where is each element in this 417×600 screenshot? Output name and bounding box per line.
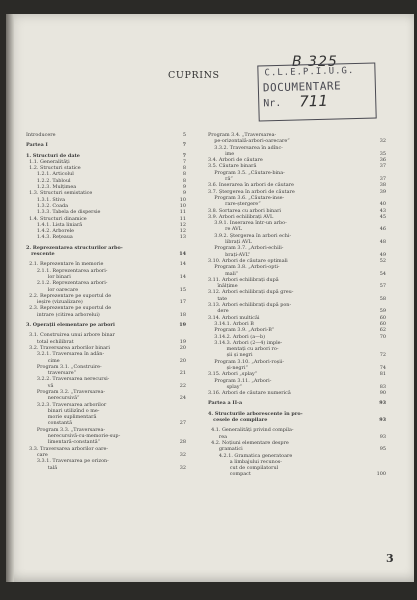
toc-entry-page: 21 (179, 370, 186, 377)
toc-entry-title: 3.6. Inserarea în arbori de căutare (208, 182, 294, 189)
toc-entry-title: 3.3.1. Traversarea pe orizon- (26, 458, 109, 465)
toc-entry-title: brați-AVL” (208, 251, 251, 258)
toc-entry-title: și-negri” (208, 364, 248, 371)
toc-entry-page: 57 (379, 283, 386, 290)
toc-entry-title: rescente (26, 251, 55, 258)
toc-entry-page: 32 (179, 451, 186, 458)
toc-entry-page: 17 (179, 299, 186, 306)
toc-entry-title: Program 3.6. „Căutare-inse- (208, 194, 285, 201)
toc-entry-page: 74 (379, 364, 386, 371)
toc-entry-title: 1.3.3. Tabela de dispersie (26, 209, 101, 216)
toc-entry-title: librați AVL (208, 239, 252, 246)
toc-entry-page: 14 (179, 273, 186, 280)
toc-entry-title: morie suplimentară (26, 414, 97, 421)
toc-entry (208, 417, 386, 423)
toc-entry-page: 93 (379, 400, 386, 407)
toc-entry-page: 54 (379, 270, 386, 277)
toc-entry-page: 72 (379, 352, 386, 359)
toc-entry (26, 251, 186, 257)
toc-entry-title: splay” (208, 383, 243, 390)
toc-entry-page: 60 (379, 314, 386, 321)
toc-entry-title: 3.14.1. Arbori B (208, 320, 254, 327)
toc-entry-title: 4.1. Generalități privind compila- (208, 427, 294, 434)
toc-entry-page: 48 (379, 239, 386, 246)
toc-entry-title: 3.9.1. Inserarea într-un arbo- (208, 220, 287, 227)
toc-entry-title: 3.14.2. Arbori (a—b) (208, 333, 266, 340)
toc-entry-page: 27 (179, 420, 186, 427)
toc-entry-title: 3.4. Arbori de căutare (208, 157, 263, 164)
stamp-line-1: C.L.E.P.I.U.G. (264, 66, 355, 79)
toc-entry-page: 58 (379, 295, 386, 302)
toc-entry-page: 10 (179, 202, 186, 209)
toc-entry-title: Program 3.9. „Arbori-B” (208, 327, 275, 334)
toc-entry (26, 132, 186, 138)
toc-entry-page: 93 (379, 417, 386, 424)
toc-entry-title: 3.3. Traversarea arborilor oare- (26, 445, 109, 452)
toc-entry-page: 12 (179, 228, 186, 235)
toc-entry-title: 2.1. Reprezentare în memorie (26, 261, 104, 268)
toc-entry-title: intrare (citirea arborelui) (26, 311, 100, 318)
toc-entry-title: șii și negri (208, 352, 253, 359)
stamp-line-3: Nr. (263, 97, 282, 110)
toc-right-column (208, 132, 386, 478)
toc-entry (208, 390, 386, 396)
toc-entry-page: 95 (379, 446, 386, 453)
toc-entry-page: 14 (179, 261, 186, 268)
toc-entry-title: 3.12. Arbori echilibrați după greu- (208, 289, 294, 296)
stamp-handwritten-number: 711 (299, 91, 329, 111)
toc-entry-page: 8 (182, 165, 186, 172)
toc-entry-title: 1.4.2. Arborele (26, 228, 75, 235)
toc-entry-title: 3.2.1. Traversarea în adân- (26, 351, 105, 358)
toc-entry-title: binari utilizînd o me- (26, 407, 100, 414)
toc-entry-title: 3.9. Arbori echilibrați AVL (208, 213, 274, 220)
toc-entry-title: 3.11. Arbori echilibrați după (208, 276, 279, 283)
toc-entry-title: 3.8. Sortarea cu arbori binari (208, 207, 281, 214)
toc-entry-page: 100 (376, 471, 386, 478)
toc-entry-page: 46 (379, 226, 386, 233)
toc-entry-title: 3.13. Arbori echilibrați după pon- (208, 302, 292, 309)
toc-entry-page: 39 (379, 188, 386, 195)
toc-entry (26, 234, 186, 240)
toc-entry-title: 3.2. Traversarea arborilor binari (26, 344, 110, 351)
toc-entry-page: 7 (182, 158, 186, 165)
toc-entry-title: vă (26, 382, 54, 389)
toc-entry-title: mentați cu arbori ro- (208, 346, 279, 353)
toc-entry-title: total echilibrat (26, 338, 74, 345)
toc-entry-page: 37 (379, 176, 386, 183)
toc-entry-page: 70 (379, 333, 386, 340)
toc-entry-title: dere (208, 308, 229, 315)
book-page (6, 14, 414, 582)
toc-entry-title: 4. Structurile arborescente în pro- (208, 410, 303, 417)
toc-entry-title: 2.2. Reprezentare pe suportul de (26, 292, 112, 299)
toc-entry-title: Partea a II-a (208, 400, 243, 407)
toc-entry (26, 322, 186, 328)
toc-entry-page: 37 (379, 163, 386, 170)
toc-entry-title: 1.4.3. Rețeaua (26, 234, 73, 241)
toc-entry-title: Program 3.11. „Arbori- (208, 377, 272, 384)
toc-entry-title: cime (26, 357, 60, 364)
toc-entry (26, 142, 186, 148)
toc-entry-page: 18 (179, 311, 186, 318)
toc-entry-title: 1.2.1. Articolul (26, 171, 74, 178)
toc-entry-page: 36 (379, 157, 386, 164)
toc-entry-title: 2. Reprezentarea structurilor arbo- (26, 244, 123, 251)
toc-entry-page: 28 (179, 439, 186, 446)
toc-entry (26, 312, 186, 318)
toc-entry-page: 8 (182, 177, 186, 184)
toc-entry-title: Program 3.4. „Traversarea- (208, 132, 277, 138)
toc-entry-title: 1.4.1. Lista liniară (26, 221, 83, 228)
toc-entry-page: 59 (379, 308, 386, 315)
toc-entry (26, 465, 186, 471)
toc-entry-title: rare-ștergere” (208, 201, 261, 208)
handwritten-inventory-number: B 325 (292, 54, 338, 70)
toc-entry-title: înălțime (208, 283, 238, 290)
page-binding (6, 14, 14, 582)
toc-entry-page: 8 (182, 171, 186, 178)
toc-entry-title: limentară-constantă” (26, 439, 101, 446)
toc-entry-title: 2.1.1. Reprezentarea arbori- (26, 267, 108, 274)
toc-entry-title: lor binari (26, 273, 71, 280)
toc-entry-title: Introducere (26, 132, 56, 138)
toc-entry-title: 1.1. Generalități (26, 158, 70, 165)
toc-entry-title: 1.3. Structuri semistatice (26, 190, 93, 197)
toc-entry-title: 3.2.2. Traversarea nerecursi- (26, 376, 110, 383)
toc-entry-title: ieșire (vizualizare) (26, 299, 83, 306)
toc-entry-page: 7 (182, 142, 186, 149)
toc-entry-page: 5 (182, 132, 186, 138)
toc-entry-title: 3.2.3. Traversarea arborilor (26, 401, 107, 408)
toc-entry-title: Program 3.8. „Arbori-opti- (208, 264, 280, 271)
toc-entry-title: nerecursivă” (26, 395, 80, 402)
toc-entry-page: 22 (179, 382, 186, 389)
toc-entry-title: 3.9.2. Ștergerea în arbori echi- (208, 232, 292, 239)
toc-entry-title: ră” (208, 176, 233, 183)
toc-entry-page: 52 (379, 257, 386, 264)
toc-entry-title: 1.2.2. Tabloul (26, 177, 71, 184)
toc-entry-title: a limbajului recunos- (208, 458, 282, 465)
toc-entry-page: 20 (179, 357, 186, 364)
toc-entry-page: 62 (379, 327, 386, 334)
toc-entry-title: cut de compilatorul (208, 465, 279, 472)
toc-entry-page: 24 (179, 395, 186, 402)
toc-entry-title: ime (208, 150, 235, 157)
page-number: 3 (386, 552, 394, 565)
toc-entry-page: 49 (379, 251, 386, 258)
toc-entry-page: 83 (379, 383, 386, 390)
toc-entry-title: traversare” (26, 370, 77, 377)
toc-entry (208, 471, 386, 477)
toc-entry-title: 3.3.2. Traversarea în adînc- (208, 144, 283, 151)
toc-entry-title: 3. Operații elementare pe arbori (26, 322, 115, 329)
toc-entry-page: 32 (179, 464, 186, 471)
toc-entry-title: 1.3.1. Stiva (26, 196, 65, 203)
toc-entry-page: 13 (179, 234, 186, 241)
toc-entry (208, 400, 386, 406)
toc-entry-page: 14 (179, 251, 186, 258)
toc-entry-title: 3.7. Ștergerea în arbori de căutare (208, 188, 295, 195)
toc-entry-title: 4.2.1. Gramatica generatoare (208, 452, 293, 459)
toc-entry-page: 43 (379, 207, 386, 214)
toc-entry-title: 1.2.3. Mulțimea (26, 184, 77, 191)
toc-entry-page: 19 (179, 338, 186, 345)
toc-entry-title: 1.2. Structuri statice (26, 165, 81, 172)
library-stamp (257, 62, 376, 121)
toc-entry-title: 3.16. Arbori de căutare numerică (208, 390, 291, 397)
toc-entry-page: 32 (379, 138, 386, 145)
toc-entry-title: mali” (208, 270, 239, 277)
toc-entry-title: 4.2. Noțiuni elementare despre (208, 439, 289, 446)
toc-entry-page: 11 (179, 215, 186, 222)
toc-entry-title: 3.10. Arbori de căutare optimali (208, 257, 288, 264)
toc-entry-title: lor oarecare (26, 286, 79, 293)
toc-entry-title: Program 3.5. „Căutare-bina- (208, 169, 285, 176)
toc-entry-title: 3.14.3. Arbori (2—4) imple- (208, 339, 283, 346)
toc-entry-page: 60 (379, 320, 386, 327)
toc-entry-title: tate (208, 295, 228, 302)
toc-entry-page: 7 (182, 152, 186, 159)
toc-entry-page: 45 (379, 213, 386, 220)
toc-entry-title: Program 3.2. „Traversarea- (26, 388, 106, 395)
toc-entry-title: 1.3.2. Coada (26, 202, 69, 209)
toc-entry-title: pe-orizontală-arbori-oarecare” (208, 138, 290, 145)
toc-entry-title: compact (208, 471, 251, 478)
toc-entry-title: 1.4. Structuri dinamice (26, 215, 87, 222)
toc-entry-page: 20 (179, 344, 186, 351)
toc-entry-title: Program 3.7. „Arbori-echili- (208, 245, 284, 252)
page-title: CUPRINS (168, 70, 220, 81)
toc-entry-title: Program 3.10. „Arbori-roșii- (208, 358, 284, 365)
toc-entry-title: 3.1. Construirea unui arbore binar (26, 332, 115, 339)
toc-entry-page: 35 (379, 150, 386, 157)
toc-entry-page: 9 (182, 184, 186, 191)
toc-entry-title: 3.15. Arbori „splay” (208, 371, 258, 378)
toc-entry-title: 3.5. Căutare binară (208, 163, 257, 170)
toc-entry-page: 93 (379, 433, 386, 440)
toc-entry-title: gramatici (208, 446, 243, 453)
toc-entry-title: Partea I (26, 142, 48, 149)
toc-entry-title: 2.3. Reprezentare pe suportul de (26, 305, 112, 312)
toc-entry-title: 3.14. Arbori multicăi (208, 314, 260, 321)
toc-entry-title: 2.1.2. Reprezentarea arbori- (26, 280, 108, 287)
toc-left-column (26, 132, 186, 471)
toc-entry-title: nerecursivă-cu-memorie-sup- (26, 433, 121, 440)
toc-entry-title: Program 3.1. „Construire- (26, 363, 102, 370)
toc-entry-page: 12 (179, 221, 186, 228)
toc-entry-title: tală (26, 464, 58, 471)
toc-entry-page: 81 (379, 371, 386, 378)
toc-entry-title: care (26, 451, 48, 458)
stamp-line-2: DOCUMENTARE (262, 79, 342, 95)
toc-entry-title: cesele de compilare (208, 417, 268, 424)
toc-entry-title: re AVL (208, 226, 242, 233)
toc-entry-page: 10 (179, 196, 186, 203)
toc-entry-title: rea (208, 433, 228, 440)
toc-entry-title: constantă (26, 420, 73, 427)
toc-entry-page: 15 (179, 286, 186, 293)
toc-entry-page: 19 (179, 322, 186, 329)
toc-entry-title: 1. Structuri de date (26, 152, 80, 159)
toc-entry-title: Program 3.3. „Traversarea- (26, 426, 106, 433)
toc-entry-page: 11 (179, 209, 186, 216)
toc-entry-page: 9 (182, 190, 186, 197)
toc-entry-page: 38 (379, 182, 386, 189)
toc-entry-page: 40 (379, 201, 386, 208)
toc-entry-page: 90 (379, 390, 386, 397)
